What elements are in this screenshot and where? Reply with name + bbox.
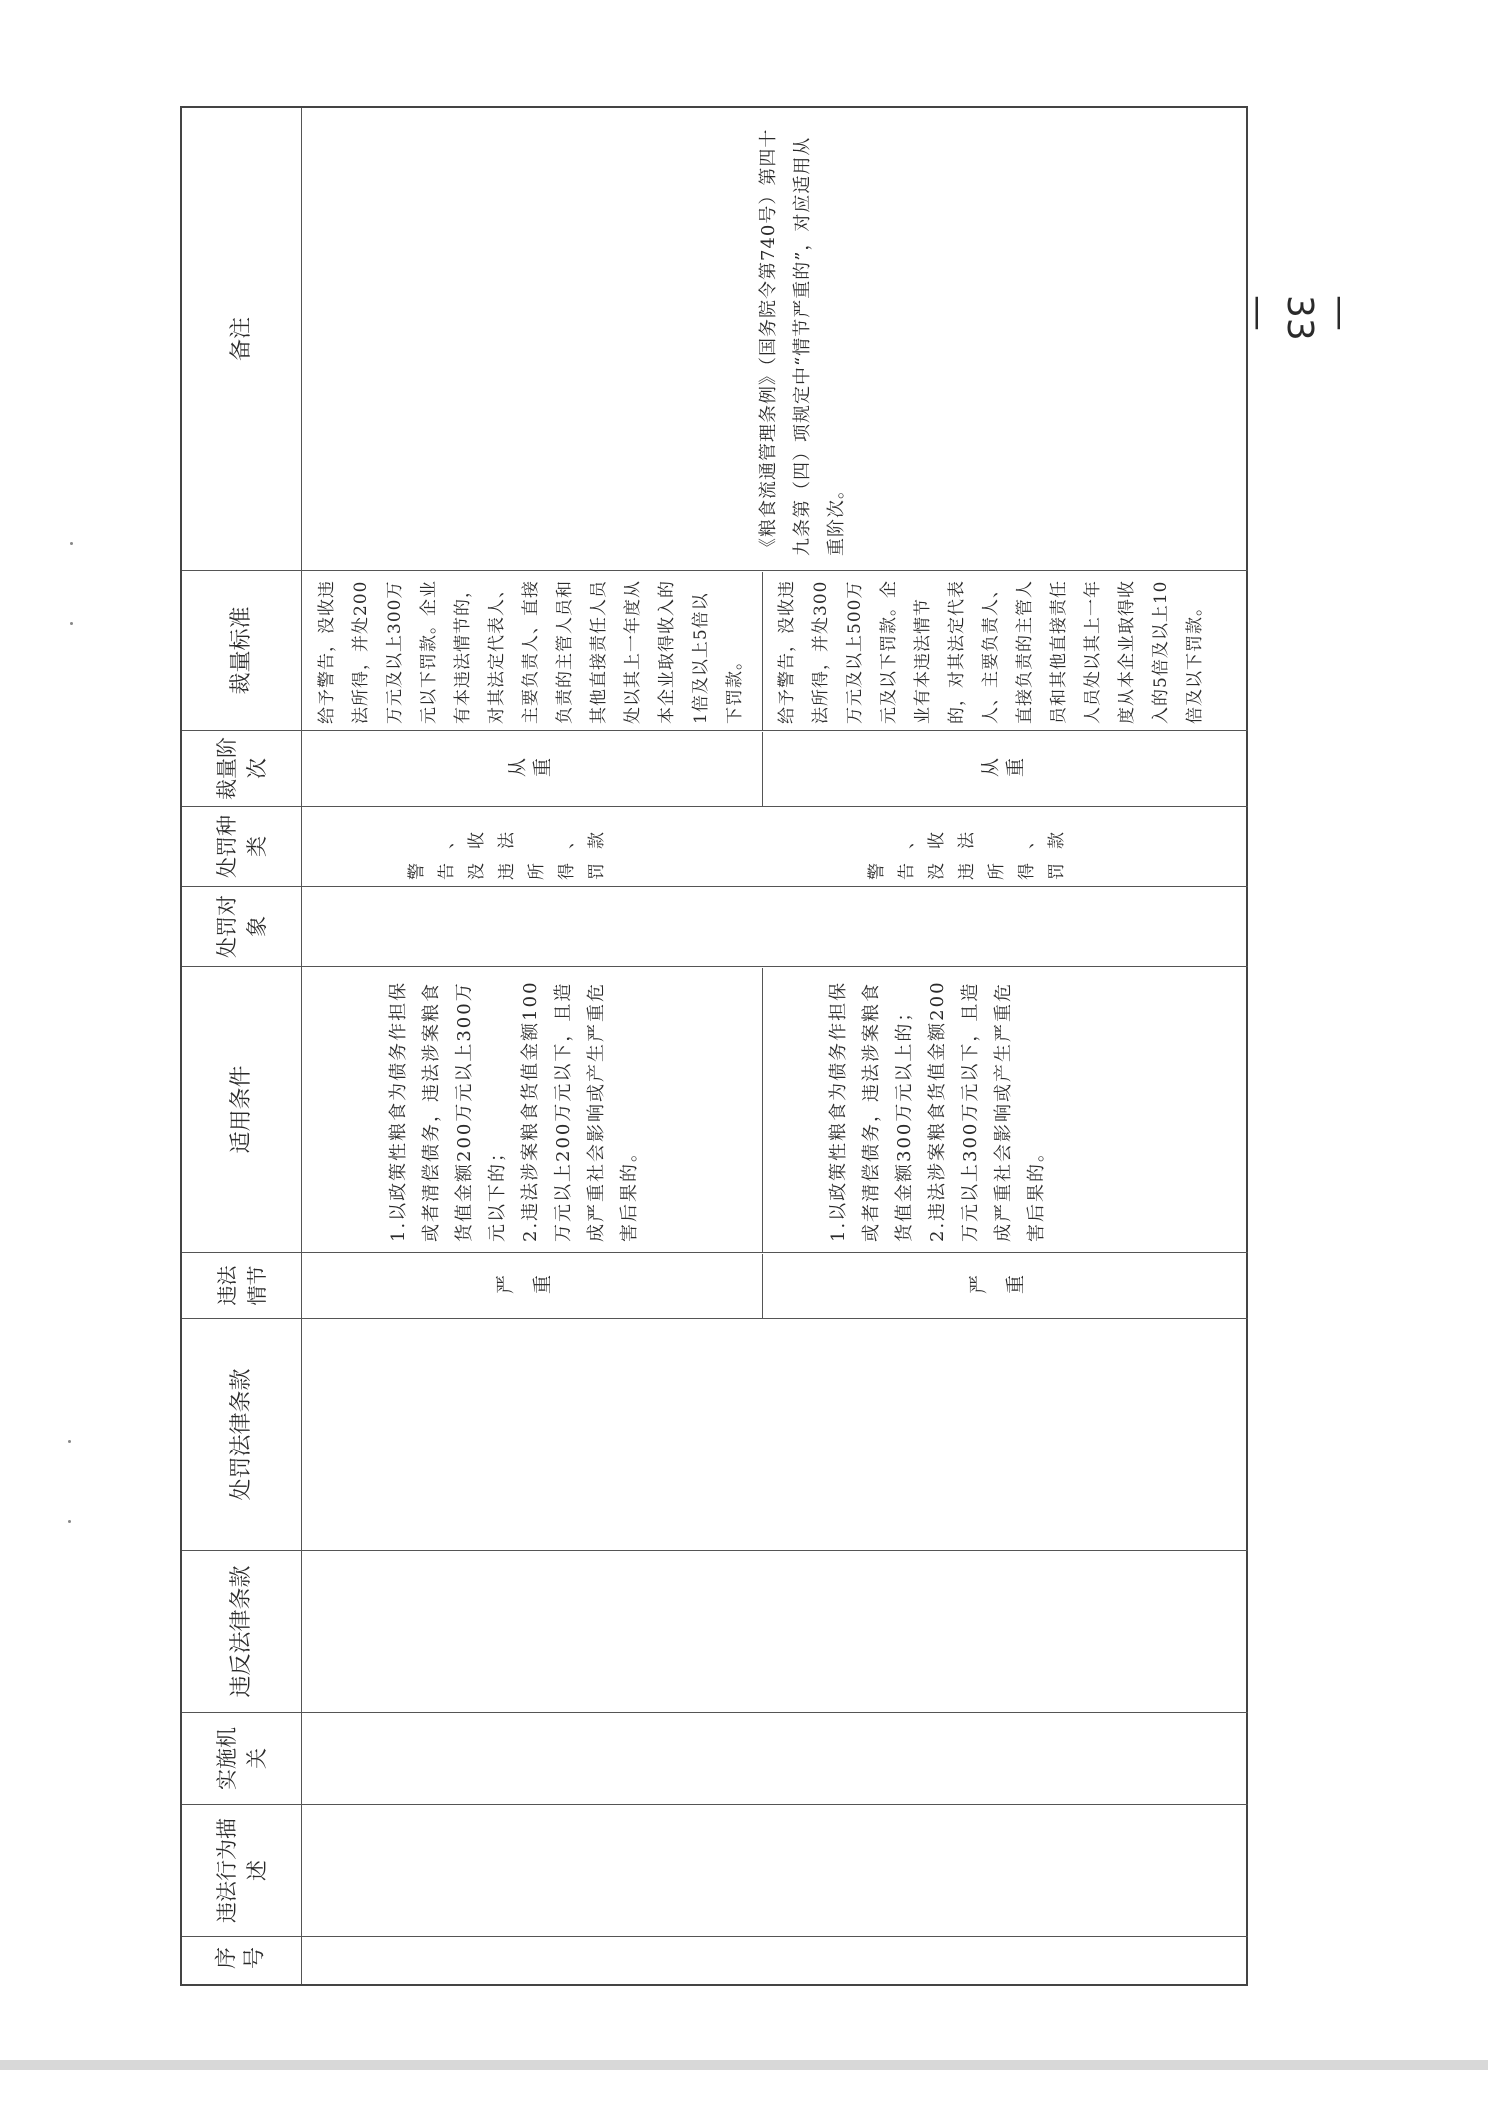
penalty-standard-table bbox=[180, 106, 1248, 1986]
penalty-type-column bbox=[302, 806, 1248, 886]
header-agency: 实施机关 bbox=[182, 1712, 302, 1804]
row1-circumstance: 严重 bbox=[495, 1275, 569, 1297]
conditions-column bbox=[302, 966, 1248, 1252]
header-law-penalty: 处罚法律条款 bbox=[182, 1318, 302, 1550]
law-penalty-cell bbox=[302, 1318, 1248, 1550]
row-divider bbox=[762, 968, 763, 1252]
header-penalty-type: 处罚种类 bbox=[182, 806, 302, 886]
remarks-column bbox=[302, 108, 1248, 570]
target-cell bbox=[302, 886, 1248, 966]
standard-column bbox=[302, 570, 1248, 730]
row-divider bbox=[762, 572, 763, 730]
header-target: 处罚对象 bbox=[182, 886, 302, 966]
row2-penalty-type: 警告、没收违法所得、罚款 bbox=[867, 818, 1067, 880]
header-behavior: 违法行为描述 bbox=[182, 1804, 302, 1936]
row1-stage: 从重 bbox=[507, 758, 557, 780]
header-conditions: 适用条件 bbox=[182, 966, 302, 1252]
row2-conditions: 1.以政策性粮食为债务作担保或者清偿债务，违法涉案粮食货值金额300万元以上的； 2.违法涉案粮食货值金额200万元以上300万元以下，且造成严重社会影响或产生严重危害后果的。 bbox=[828, 980, 1047, 1242]
remarks-text: 《粮食流通管理条例》（国务院令第740号）第四十九条第（四）项规定中“情节严重的”，对应适用从重阶次。 bbox=[758, 128, 847, 556]
row1-conditions: 1.以政策性粮食为债务作担保或者清偿债务，违法涉案粮食货值金额200万元以上300万元以下的； 2.违法涉案粮食货值金额100万元以上200万元以下，且造成严重社会影响或产生严重危害后果的。 bbox=[388, 980, 640, 1242]
law-violated-cell bbox=[302, 1550, 1248, 1712]
stage-column bbox=[302, 730, 1248, 806]
page-number: — 33 — bbox=[1238, 295, 1362, 341]
row1-penalty-type: 警告、没收违法所得、罚款 bbox=[407, 818, 607, 880]
behavior-cell bbox=[302, 1804, 1248, 1936]
header-remarks: 备注 bbox=[182, 108, 302, 570]
header-circumstance: 违法情节 bbox=[182, 1252, 302, 1318]
row1-standard: 给予警告，没收违法所得，并处200万元及以上300万元以下罚款。企业有本违法情节的，对其法定代表人、主要负责人、直接负责的主管人员和其他直接责任人员处以其上一年度从本企业取得收入的1倍及以上5倍以下罚款。 bbox=[317, 580, 745, 724]
header-law-violated: 违反法律条款 bbox=[182, 1550, 302, 1712]
header-standard: 裁量标准 bbox=[182, 570, 302, 730]
header-stage: 裁量阶次 bbox=[182, 730, 302, 806]
header-seq: 序号 bbox=[182, 1936, 302, 1984]
circumstance-column bbox=[302, 1252, 1248, 1318]
agency-cell bbox=[302, 1712, 1248, 1804]
row2-standard: 给予警告，没收违法所得，并处300万元及以上500万元及以下罚款。企业有本违法情节的，对其法定代表人、主要负责人、直接负责的主管人员和其他直接责任人员处以其上一年度从本企业取得收入的5倍及以上10倍及以下罚款。 bbox=[777, 580, 1205, 724]
row2-stage: 从重 bbox=[980, 758, 1030, 780]
seq-cell bbox=[302, 1936, 1248, 1984]
row2-circumstance: 严重 bbox=[968, 1275, 1042, 1297]
